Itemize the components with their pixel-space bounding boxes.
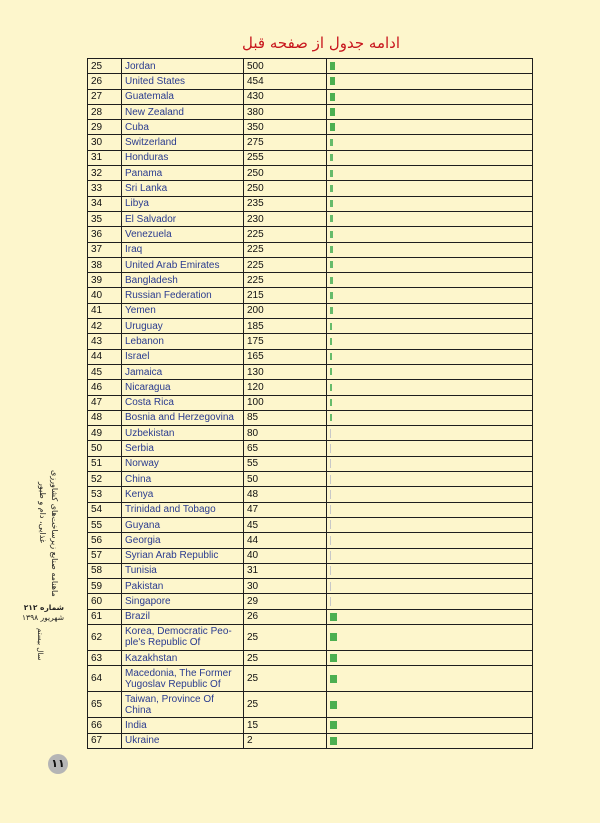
table-row (88, 563, 533, 578)
table-row (88, 74, 533, 89)
rank-cell: 26 (88, 74, 122, 89)
bar-cell (327, 257, 533, 272)
rank-cell: 47 (88, 395, 122, 410)
value-cell: 225 (244, 257, 327, 272)
bar-cell (327, 441, 533, 456)
country-cell: Switzerland (122, 135, 244, 150)
country-cell: Jordan (122, 59, 244, 74)
country-cell: Panama (122, 166, 244, 181)
bar-cell (327, 74, 533, 89)
value-bar (330, 215, 333, 222)
value-cell: 55 (244, 456, 327, 471)
rank-cell: 56 (88, 533, 122, 548)
country-cell: Kazakhstan (122, 650, 244, 665)
value-cell: 15 (244, 718, 327, 733)
value-bar (330, 277, 333, 284)
country-cell: Guatemala (122, 89, 244, 104)
value-cell: 225 (244, 273, 327, 288)
country-cell: Honduras (122, 150, 244, 165)
bar-cell (327, 502, 533, 517)
country-cell: Uruguay (122, 319, 244, 334)
country-cell: United States (122, 74, 244, 89)
bar-cell (327, 196, 533, 211)
bar-cell (327, 166, 533, 181)
country-cell: Trinidad and Tobago (122, 502, 244, 517)
value-bar (330, 261, 333, 268)
table-row (88, 89, 533, 104)
country-cell: New Zealand (122, 104, 244, 119)
table-row (88, 502, 533, 517)
bar-cell (327, 349, 533, 364)
country-cell: Uzbekistan (122, 426, 244, 441)
table-row (88, 624, 533, 650)
rank-cell: 54 (88, 502, 122, 517)
bar-cell (327, 150, 533, 165)
value-bar (330, 701, 337, 709)
country-cell: Brazil (122, 609, 244, 624)
bar-cell (327, 517, 533, 532)
volume-year: سال بیستم (36, 628, 44, 661)
value-cell: 200 (244, 303, 327, 318)
bar-cell (327, 273, 533, 288)
value-cell: 29 (244, 594, 327, 609)
table-row (88, 533, 533, 548)
bar-cell (327, 334, 533, 349)
bar-cell (327, 456, 533, 471)
value-bar (330, 654, 337, 662)
value-bar (330, 582, 331, 591)
bar-cell (327, 120, 533, 135)
bar-cell (327, 579, 533, 594)
bar-cell (327, 211, 533, 226)
value-cell: 225 (244, 242, 327, 257)
table-row (88, 395, 533, 410)
value-bar (330, 170, 333, 177)
value-bar (330, 475, 331, 484)
country-cell: United Arab Emirates (122, 257, 244, 272)
rank-cell: 57 (88, 548, 122, 563)
rank-cell: 39 (88, 273, 122, 288)
table-row (88, 733, 533, 748)
rank-cell: 30 (88, 135, 122, 150)
bar-cell (327, 666, 533, 692)
country-cell: Georgia (122, 533, 244, 548)
value-bar (330, 307, 333, 314)
value-cell: 165 (244, 349, 327, 364)
value-cell: 85 (244, 410, 327, 425)
bar-cell (327, 59, 533, 74)
table-row (88, 104, 533, 119)
value-bar (330, 77, 335, 85)
magazine-name: ماهنامه صنایع زیرساخت‌های کشاورزی (50, 470, 59, 597)
table-row (88, 472, 533, 487)
value-cell: 215 (244, 288, 327, 303)
table-row (88, 650, 533, 665)
country-cell: Yemen (122, 303, 244, 318)
value-bar (330, 536, 331, 545)
rank-cell: 50 (88, 441, 122, 456)
table-row (88, 196, 533, 211)
country-ranking-table (87, 58, 533, 749)
value-bar (330, 444, 331, 453)
page-header: ادامه جدول از صفحه قبل (242, 34, 400, 52)
sidebar (0, 470, 78, 710)
table-row (88, 609, 533, 624)
value-bar (330, 139, 333, 146)
rank-cell: 65 (88, 692, 122, 718)
table-row (88, 579, 533, 594)
table-row (88, 441, 533, 456)
value-cell: 80 (244, 426, 327, 441)
bar-cell (327, 303, 533, 318)
bar-cell (327, 380, 533, 395)
table-row (88, 349, 533, 364)
rank-cell: 40 (88, 288, 122, 303)
table-row (88, 517, 533, 532)
country-cell: Venezuela (122, 227, 244, 242)
bar-cell (327, 242, 533, 257)
country-cell: Russian Federation (122, 288, 244, 303)
country-cell: Libya (122, 196, 244, 211)
table-row (88, 666, 533, 692)
value-cell: 225 (244, 227, 327, 242)
bar-cell (327, 533, 533, 548)
bar-cell (327, 135, 533, 150)
value-cell: 100 (244, 395, 327, 410)
country-cell: Jamaica (122, 364, 244, 379)
table-row (88, 257, 533, 272)
rank-cell: 43 (88, 334, 122, 349)
rank-cell: 64 (88, 666, 122, 692)
value-cell: 45 (244, 517, 327, 532)
value-bar (330, 490, 331, 499)
rank-cell: 42 (88, 319, 122, 334)
table-row (88, 288, 533, 303)
rank-cell: 32 (88, 166, 122, 181)
bar-cell (327, 181, 533, 196)
bar-cell (327, 733, 533, 748)
rank-cell: 44 (88, 349, 122, 364)
value-cell: 25 (244, 650, 327, 665)
rank-cell: 58 (88, 563, 122, 578)
bar-cell (327, 227, 533, 242)
value-bar (330, 123, 335, 131)
table-row (88, 380, 533, 395)
value-bar (330, 368, 332, 375)
table-row (88, 211, 533, 226)
rank-cell: 28 (88, 104, 122, 119)
table-row (88, 135, 533, 150)
rank-cell: 27 (88, 89, 122, 104)
value-bar (330, 292, 333, 299)
value-cell: 2 (244, 733, 327, 748)
value-cell: 130 (244, 364, 327, 379)
bar-cell (327, 288, 533, 303)
country-cell: Kenya (122, 487, 244, 502)
value-cell: 255 (244, 150, 327, 165)
rank-cell: 53 (88, 487, 122, 502)
rank-cell: 31 (88, 150, 122, 165)
value-bar (330, 108, 335, 116)
table-row (88, 426, 533, 441)
value-cell: 275 (244, 135, 327, 150)
rank-cell: 61 (88, 609, 122, 624)
country-cell: Syrian Arab Republic (122, 548, 244, 563)
bar-cell (327, 650, 533, 665)
value-cell: 120 (244, 380, 327, 395)
bar-cell (327, 718, 533, 733)
rank-cell: 62 (88, 624, 122, 650)
value-cell: 454 (244, 74, 327, 89)
country-cell: Tunisia (122, 563, 244, 578)
country-cell: Bangladesh (122, 273, 244, 288)
rank-cell: 41 (88, 303, 122, 318)
value-cell: 235 (244, 196, 327, 211)
country-cell: Taiwan, Province Of China (122, 692, 244, 718)
value-cell: 185 (244, 319, 327, 334)
value-bar (330, 597, 331, 606)
value-bar (330, 353, 332, 360)
rank-cell: 60 (88, 594, 122, 609)
country-cell: Israel (122, 349, 244, 364)
rank-cell: 29 (88, 120, 122, 135)
country-cell: Pakistan (122, 579, 244, 594)
country-cell: India (122, 718, 244, 733)
value-bar (330, 414, 332, 421)
issue-date: شهریور ۱۳۹۸ (22, 613, 64, 622)
rank-cell: 63 (88, 650, 122, 665)
rank-cell: 67 (88, 733, 122, 748)
value-cell: 250 (244, 166, 327, 181)
country-cell: Singapore (122, 594, 244, 609)
value-bar (330, 633, 337, 641)
value-bar (330, 338, 332, 345)
table-row (88, 456, 533, 471)
table-row (88, 59, 533, 74)
bar-cell (327, 89, 533, 104)
value-cell: 350 (244, 120, 327, 135)
value-cell: 30 (244, 579, 327, 594)
table-row (88, 410, 533, 425)
value-bar (330, 246, 333, 253)
rank-cell: 25 (88, 59, 122, 74)
rank-cell: 34 (88, 196, 122, 211)
value-bar (330, 323, 332, 330)
table-body (88, 59, 533, 749)
value-cell: 26 (244, 609, 327, 624)
rank-cell: 33 (88, 181, 122, 196)
issue-number: شماره ۲۱۲ (23, 603, 64, 612)
country-cell: Sri Lanka (122, 181, 244, 196)
value-cell: 65 (244, 441, 327, 456)
value-cell: 31 (244, 563, 327, 578)
bar-cell (327, 395, 533, 410)
value-bar (330, 399, 332, 406)
table-row (88, 242, 533, 257)
value-bar (330, 551, 331, 560)
value-cell: 380 (244, 104, 327, 119)
value-cell: 25 (244, 624, 327, 650)
value-bar (330, 520, 331, 529)
country-cell: Ukraine (122, 733, 244, 748)
rank-cell: 37 (88, 242, 122, 257)
table-row (88, 487, 533, 502)
country-cell: Guyana (122, 517, 244, 532)
table-row (88, 718, 533, 733)
table-row (88, 150, 533, 165)
country-cell: Bosnia and Herzegovina (122, 410, 244, 425)
rank-cell: 51 (88, 456, 122, 471)
rank-cell: 48 (88, 410, 122, 425)
value-cell: 500 (244, 59, 327, 74)
value-bar (330, 384, 332, 391)
table-row (88, 181, 533, 196)
country-cell: El Salvador (122, 211, 244, 226)
rank-cell: 66 (88, 718, 122, 733)
bar-cell (327, 319, 533, 334)
bar-cell (327, 548, 533, 563)
value-bar (330, 154, 333, 161)
magazine-subtitle: غذایی، دام و طیور (38, 482, 47, 544)
rank-cell: 35 (88, 211, 122, 226)
table-row (88, 364, 533, 379)
value-bar (330, 429, 331, 438)
rank-cell: 49 (88, 426, 122, 441)
value-bar (330, 505, 331, 514)
table-row (88, 319, 533, 334)
value-bar (330, 231, 333, 238)
table-row (88, 303, 533, 318)
country-cell: Macedonia, The Former Yugoslav Republic Of (122, 666, 244, 692)
country-cell: Nicaragua (122, 380, 244, 395)
country-cell: Lebanon (122, 334, 244, 349)
value-bar (330, 200, 333, 207)
page-number: ۱۱ (48, 754, 68, 774)
value-cell: 430 (244, 89, 327, 104)
country-cell: China (122, 472, 244, 487)
bar-cell (327, 364, 533, 379)
value-cell: 25 (244, 666, 327, 692)
country-cell: Iraq (122, 242, 244, 257)
value-bar (330, 62, 335, 70)
country-cell: Norway (122, 456, 244, 471)
table-row (88, 548, 533, 563)
value-bar (330, 737, 337, 745)
country-cell: Cuba (122, 120, 244, 135)
bar-cell (327, 594, 533, 609)
bar-cell (327, 426, 533, 441)
country-cell: Serbia (122, 441, 244, 456)
value-bar (330, 721, 337, 729)
value-cell: 44 (244, 533, 327, 548)
bar-cell (327, 624, 533, 650)
value-bar (330, 675, 337, 683)
value-cell: 48 (244, 487, 327, 502)
value-bar (330, 185, 333, 192)
rank-cell: 36 (88, 227, 122, 242)
rank-cell: 45 (88, 364, 122, 379)
value-bar (330, 613, 337, 621)
table-row (88, 166, 533, 181)
value-bar (330, 566, 331, 575)
value-cell: 40 (244, 548, 327, 563)
table-row (88, 334, 533, 349)
bar-cell (327, 472, 533, 487)
rank-cell: 55 (88, 517, 122, 532)
table-row (88, 120, 533, 135)
country-cell: Costa Rica (122, 395, 244, 410)
value-cell: 175 (244, 334, 327, 349)
rank-cell: 46 (88, 380, 122, 395)
country-cell: Korea, Democratic Peo-ple's Republic Of (122, 624, 244, 650)
bar-cell (327, 692, 533, 718)
bar-cell (327, 609, 533, 624)
rank-cell: 38 (88, 257, 122, 272)
table-row (88, 692, 533, 718)
bar-cell (327, 563, 533, 578)
value-cell: 50 (244, 472, 327, 487)
value-cell: 25 (244, 692, 327, 718)
bar-cell (327, 487, 533, 502)
bar-cell (327, 410, 533, 425)
bar-cell (327, 104, 533, 119)
value-bar (330, 459, 331, 468)
value-bar (330, 93, 335, 101)
rank-cell: 52 (88, 472, 122, 487)
value-cell: 250 (244, 181, 327, 196)
table-row (88, 594, 533, 609)
rank-cell: 59 (88, 579, 122, 594)
table-row (88, 227, 533, 242)
table-row (88, 273, 533, 288)
value-cell: 230 (244, 211, 327, 226)
value-cell: 47 (244, 502, 327, 517)
